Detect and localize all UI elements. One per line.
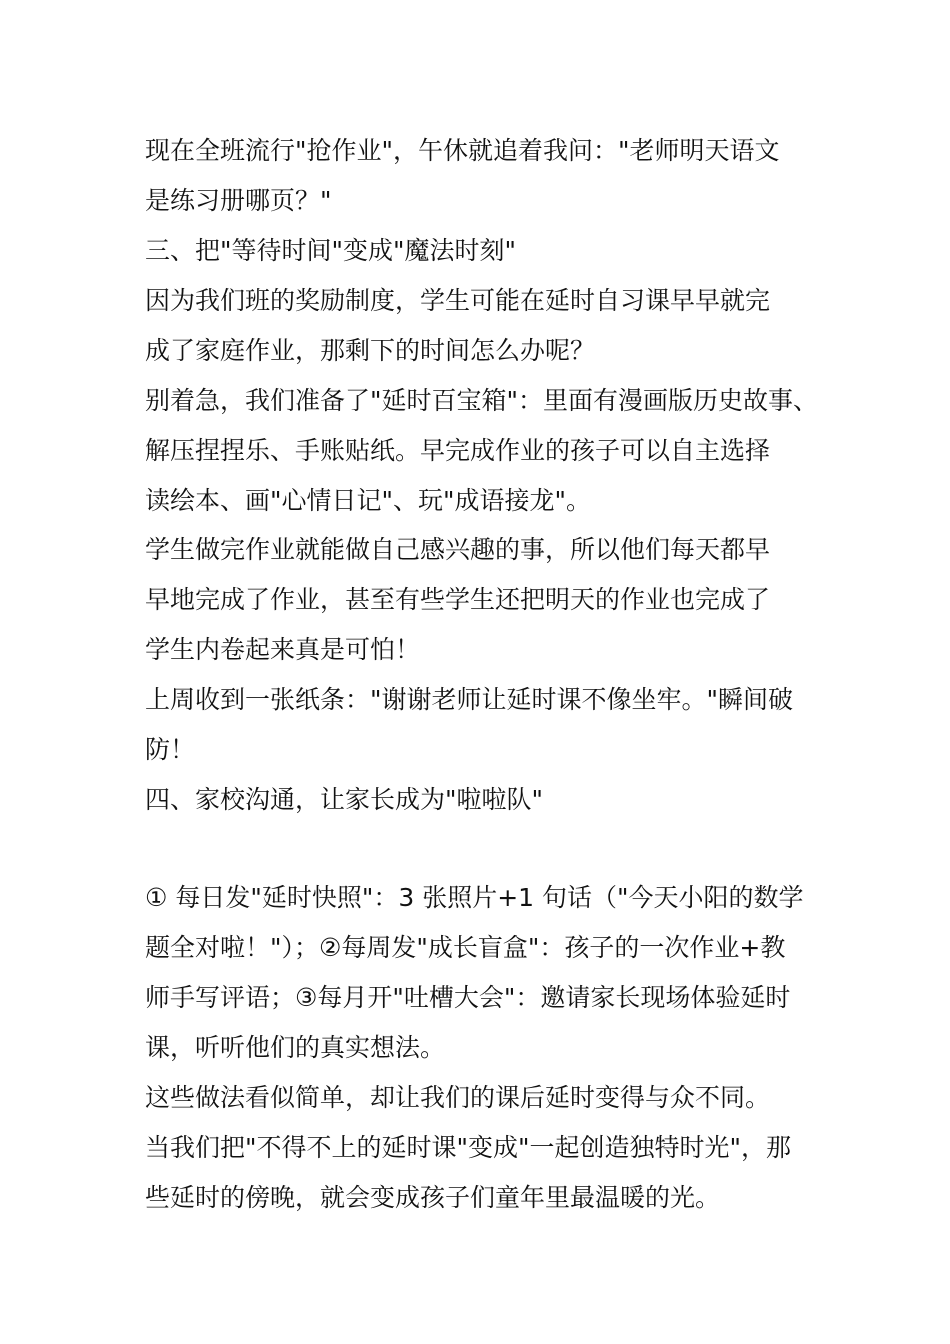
section-heading-4: 四、家校沟通，让家长成为"啦啦队"	[145, 785, 543, 814]
text-line: 因为我们班的奖励制度，学生可能在延时自习课早早就完	[145, 286, 771, 315]
text-line: 早地完成了作业，甚至有些学生还把明天的作业也完成了	[145, 585, 771, 614]
text-line: 师手写评语；③每月开"吐槽大会"：邀请家长现场体验延时	[145, 983, 791, 1012]
text-line: 些延时的傍晚，就会变成孩子们童年里最温暖的光。	[145, 1183, 721, 1212]
text-line: 当我们把"不得不上的延时课"变成"一起创造独特时光"，那	[145, 1133, 791, 1162]
text-line: 学生做完作业就能做自己感兴趣的事，所以他们每天都早	[145, 535, 771, 564]
text-line: 现在全班流行"抢作业"，午休就追着我问："老师明天语文	[145, 136, 780, 165]
text-line: 上周收到一张纸条："谢谢老师让延时课不像坐牢。"瞬间破	[145, 685, 794, 714]
text-line: 成了家庭作业，那剩下的时间怎么办呢？	[145, 336, 596, 365]
text-line: 防！	[145, 735, 196, 764]
text-line: ① 每日发"延时快照"：3 张照片+1 句话（"今天小阳的数学	[145, 883, 804, 912]
text-line: 解压捏捏乐、手账贴纸。早完成作业的孩子可以自主选择	[145, 436, 771, 465]
text-line: 读绘本、画"心情日记"、玩"成语接龙"。	[145, 486, 591, 515]
text-line: 别着急，我们准备了"延时百宝箱"：里面有漫画版历史故事、	[145, 386, 819, 415]
text-line: 学生内卷起来真是可怕！	[145, 635, 421, 664]
text-line: 课，听听他们的真实想法。	[145, 1033, 446, 1062]
text-line: 是练习册哪页？"	[145, 186, 332, 215]
section-heading-3: 三、把"等待时间"变成"魔法时刻"	[145, 236, 516, 265]
text-line: 这些做法看似简单，却让我们的课后延时变得与众不同。	[145, 1083, 771, 1112]
text-line: 题全对啦！"）；②每周发"成长盲盒"：孩子的一次作业+教	[145, 933, 786, 962]
